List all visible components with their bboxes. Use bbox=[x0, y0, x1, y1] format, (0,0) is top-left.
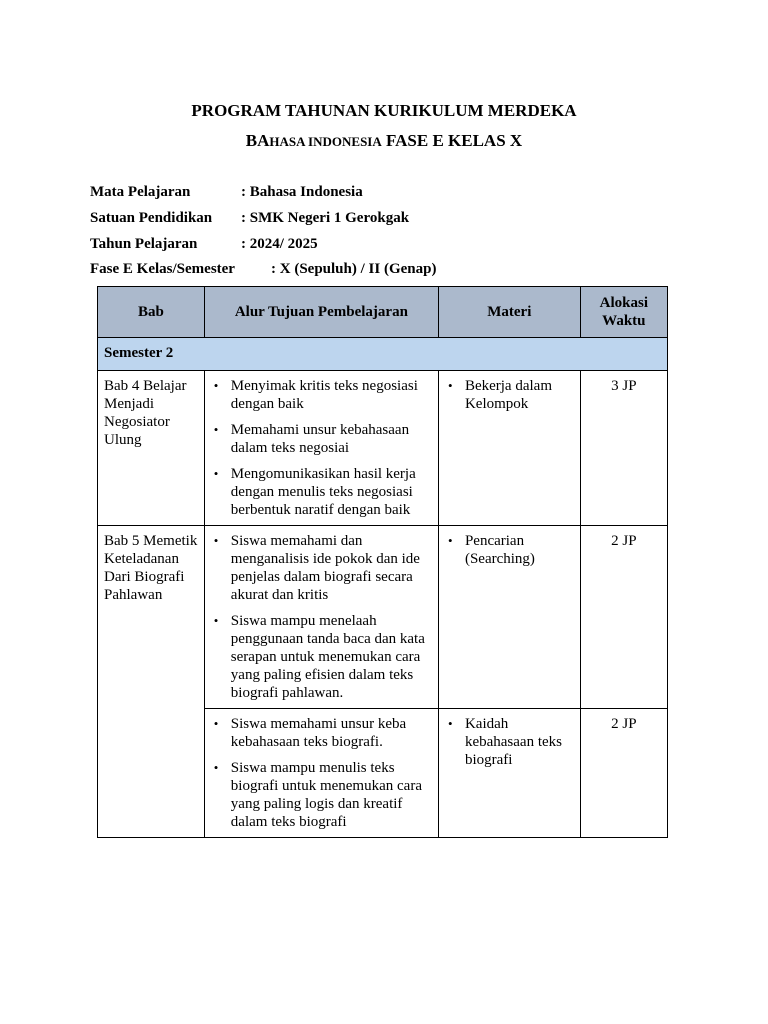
header-materi: Materi bbox=[438, 287, 580, 338]
bab-cell: Bab 4 Belajar Menjadi Negosiator Ulung bbox=[98, 371, 205, 526]
subtitle-suffix: FASE E KELAS X bbox=[381, 131, 523, 150]
semester-row bbox=[98, 338, 668, 371]
meta-fase-kelas-semester bbox=[90, 261, 437, 278]
atp-cell bbox=[204, 526, 438, 709]
meta-mata-pelajaran bbox=[90, 184, 363, 201]
alokasi-cell: 2 JP bbox=[580, 709, 667, 838]
meta-value: : X (Sepuluh) / II (Genap) bbox=[271, 261, 437, 277]
materi-cell bbox=[438, 371, 580, 526]
list-item: • Pencarian (Searching) bbox=[465, 532, 574, 568]
subtitle-smallcaps: HASA INDONESIA bbox=[269, 134, 382, 149]
list-item: • Menyimak kritis teks negosiasi dengan baik bbox=[231, 377, 432, 413]
list-item: • Mengomunikasikan hasil kerja dengan menulis teks negosiasi berbentuk naratif dengan baik bbox=[231, 465, 432, 519]
list-item: • Memahami unsur kebahasaan dalam teks negosiai bbox=[231, 421, 432, 457]
table-header-row bbox=[98, 287, 668, 338]
table-row bbox=[98, 371, 668, 526]
materi-cell bbox=[438, 526, 580, 709]
materi-cell bbox=[438, 709, 580, 838]
alokasi-cell: 2 JP bbox=[580, 526, 667, 709]
list-item: • Bekerja dalam Kelompok bbox=[465, 377, 574, 413]
meta-satuan-pendidikan bbox=[90, 210, 410, 227]
header-alur-tujuan: Alur Tujuan Pembelajaran bbox=[204, 287, 438, 338]
table-row bbox=[98, 526, 668, 709]
document-subtitle bbox=[0, 131, 768, 151]
meta-value: : Bahasa Indonesia bbox=[241, 184, 363, 200]
meta-label: Tahun Pelajaran bbox=[90, 236, 198, 252]
meta-label: Satuan Pendidikan bbox=[90, 210, 213, 226]
meta-value: : 2024/ 2025 bbox=[241, 236, 318, 252]
meta-value: : SMK Negeri 1 Gerokgak bbox=[241, 210, 410, 226]
header-alokasi-waktu: Alokasi Waktu bbox=[580, 287, 667, 338]
list-item: • Siswa mampu menulis teks biografi untuk menemukan cara yang paling logis dan kreatif dalam teks biografi bbox=[231, 759, 432, 831]
alokasi-cell: 3 JP bbox=[580, 371, 667, 526]
document-title: PROGRAM TAHUNAN KURIKULUM MERDEKA bbox=[191, 101, 577, 120]
subtitle-prefix: BA bbox=[245, 131, 270, 150]
list-item: • Siswa mampu menelaah penggunaan tanda baca dan kata serapan untuk menemukan cara yang paling efisien dalam teks biografi pahlawan. bbox=[231, 612, 432, 702]
meta-label: Mata Pelajaran bbox=[90, 184, 191, 200]
semester-label: Semester 2 bbox=[98, 338, 668, 371]
list-item: • Kaidah kebahasaan teks biografi bbox=[465, 715, 574, 769]
meta-label: Fase E Kelas/Semester bbox=[90, 261, 235, 277]
list-item: • Siswa memahami unsur keba kebahasaan teks biografi. bbox=[231, 715, 432, 751]
bab-cell: Bab 5 Memetik Keteladanan Dari Biografi Pahlawan bbox=[98, 526, 205, 838]
header-bab: Bab bbox=[98, 287, 205, 338]
program-table bbox=[97, 286, 668, 838]
atp-cell bbox=[204, 371, 438, 526]
list-item: • Siswa memahami dan menganalisis ide pokok dan ide penjelas dalam biografi secara akurat dan kritis bbox=[231, 532, 432, 604]
meta-tahun-pelajaran bbox=[90, 236, 318, 253]
atp-cell bbox=[204, 709, 438, 838]
